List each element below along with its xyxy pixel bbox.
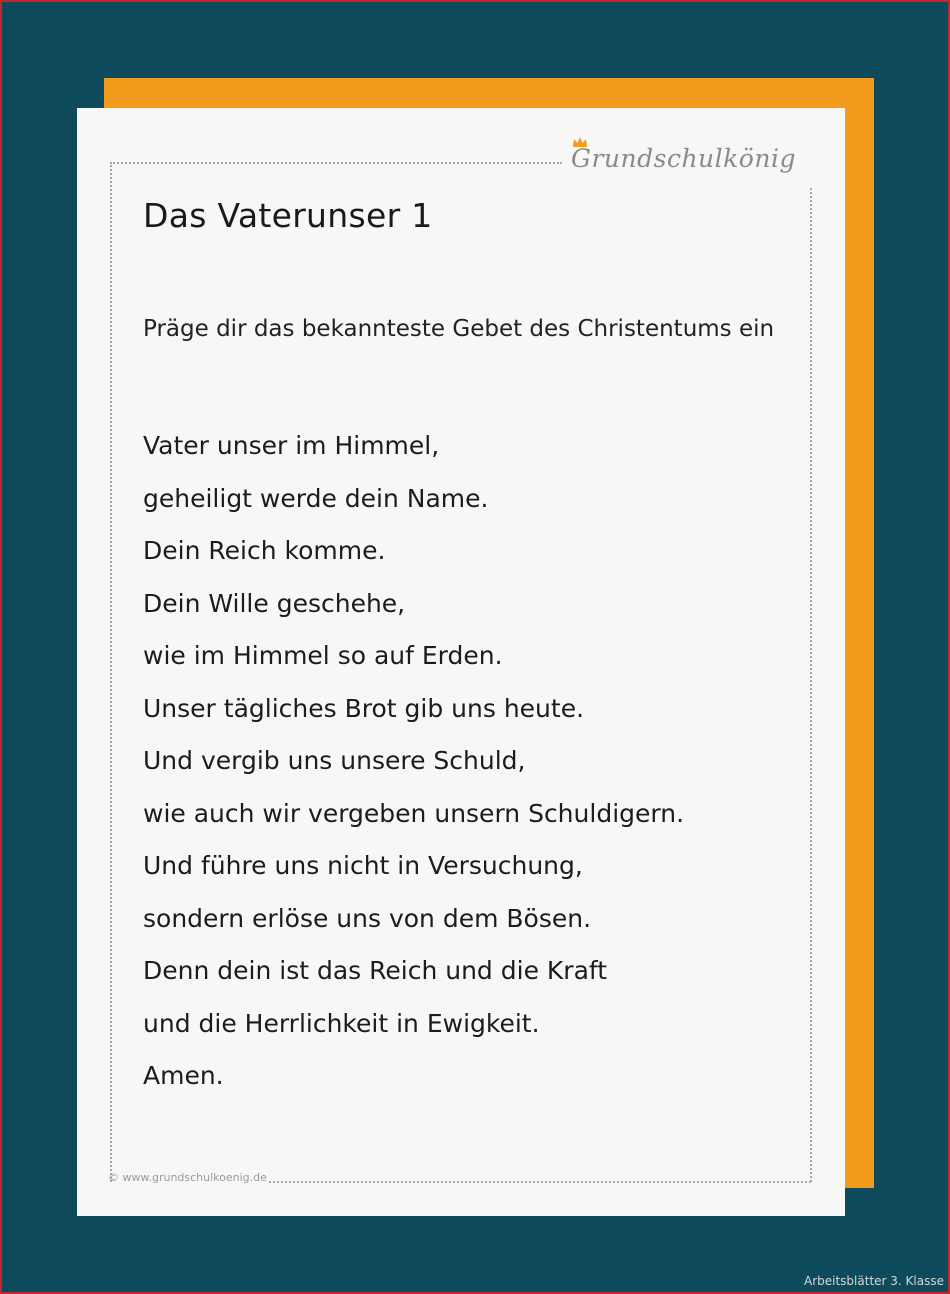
worksheet-title: Das Vaterunser 1 bbox=[143, 196, 433, 235]
watermark-label: Arbeitsblätter 3. Klasse bbox=[804, 1274, 944, 1288]
worksheet-instruction: Präge dir das bekannteste Gebet des Christentums ein bbox=[143, 316, 775, 342]
dotted-frame-bottom bbox=[269, 1181, 811, 1183]
brand-logo: Grundschulkönig bbox=[571, 144, 796, 173]
prayer-line: sondern erlöse uns von dem Bösen. bbox=[143, 903, 592, 933]
worksheet-page bbox=[77, 108, 845, 1216]
prayer-line: Und führe uns nicht in Versuchung, bbox=[143, 851, 583, 880]
prayer-line: Vater unser im Himmel, bbox=[143, 431, 440, 460]
prayer-line: Dein Reich komme. bbox=[143, 536, 386, 565]
prayer-line: Denn dein ist das Reich und die Kraft bbox=[143, 956, 608, 985]
copyright-notice: © www.grundschulkoenig.de bbox=[108, 1171, 267, 1184]
prayer-line: wie auch wir vergeben unsern Schuldigern. bbox=[143, 798, 685, 828]
dotted-frame-left bbox=[110, 162, 112, 1182]
prayer-line: Und vergib uns unsere Schuld, bbox=[143, 746, 526, 775]
prayer-line: Amen. bbox=[143, 1061, 224, 1090]
prayer-line: wie im Himmel so auf Erden. bbox=[143, 641, 503, 670]
prayer-text bbox=[143, 424, 684, 1107]
prayer-line: Unser tägliches Brot gib uns heute. bbox=[143, 693, 585, 723]
dotted-frame-top bbox=[110, 162, 562, 164]
dotted-frame-right bbox=[810, 188, 812, 1182]
prayer-line: und die Herrlichkeit in Ewigkeit. bbox=[143, 1008, 540, 1038]
prayer-line: Dein Wille geschehe, bbox=[143, 588, 406, 618]
prayer-line: geheiligt werde dein Name. bbox=[143, 483, 489, 513]
